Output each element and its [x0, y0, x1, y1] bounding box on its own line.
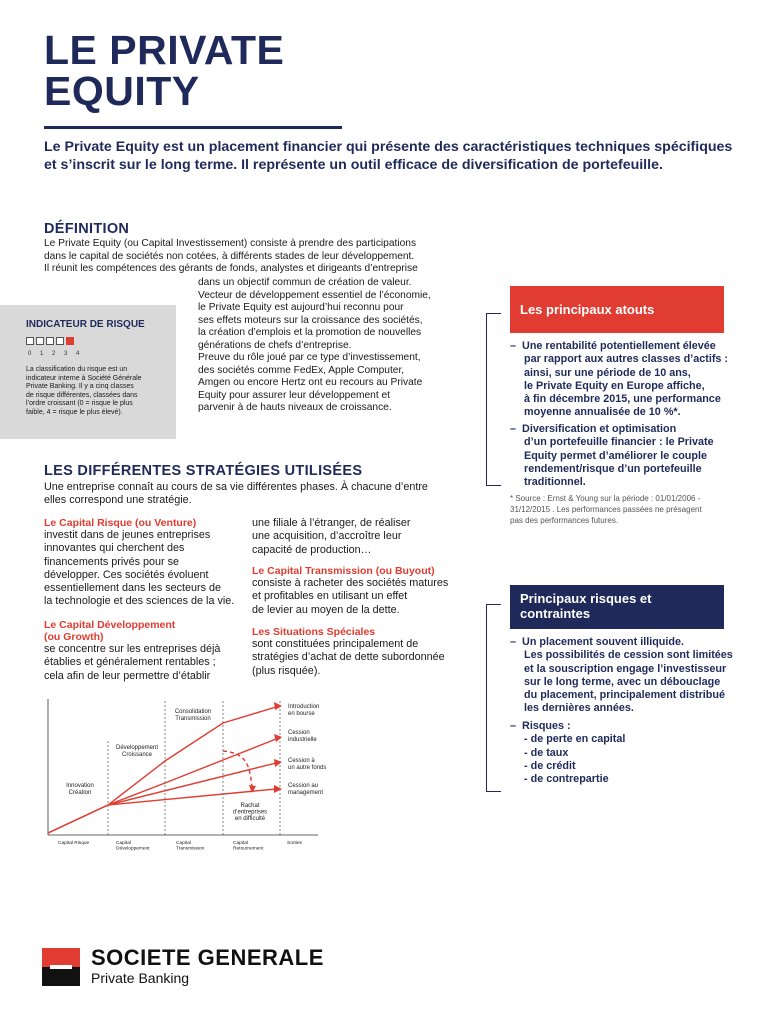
text-line: Equity permet d’améliorer le couple — [524, 449, 707, 462]
risk-scale — [26, 337, 74, 345]
risk-level-square — [46, 337, 54, 345]
list-item: - de perte en capital — [524, 733, 626, 746]
text-line: et la souscription engage l’investisseur — [524, 662, 727, 675]
definition-text — [44, 238, 444, 276]
text-line: une acquisition, d’accroître leur — [252, 530, 402, 543]
buyout-text — [252, 577, 448, 617]
outcome-label: Cession au management — [288, 783, 324, 796]
text-line: dans le capital de sociétés non cotées, à différents stades de leur développement. — [44, 250, 415, 262]
risk-level-square-active — [66, 337, 74, 345]
list-item: - de contrepartie — [524, 773, 609, 786]
risk-level-square — [26, 337, 34, 345]
text-line: financements privés pour se — [44, 555, 180, 568]
venture-block — [44, 517, 234, 609]
growth-block — [44, 619, 220, 683]
text-line: Les possibilités de cession sont limitées — [524, 649, 733, 662]
text-line: indicateur interne à Société Générale — [26, 374, 142, 382]
risk-scale-number: 1 — [40, 351, 44, 357]
text-line: (plus risquée). — [252, 664, 321, 677]
title-line: LE PRIVATE — [44, 27, 285, 73]
risques-item-2 — [510, 720, 726, 786]
axis-label: Capital Retournement — [233, 841, 264, 852]
axis-labels — [58, 840, 303, 852]
text-line: innovantes qui cherchent des — [44, 542, 185, 555]
lifecycle-diagram — [40, 693, 330, 853]
text-line: essentiellement dans les secteurs de — [44, 582, 222, 595]
text-line: * Source : Ernst & Young sur la période : 01/01/2006 - — [510, 494, 701, 503]
heading-line: contraintes — [520, 606, 591, 621]
intro-paragraph — [44, 138, 734, 174]
risk-scale-number: 3 — [64, 351, 68, 357]
text-line: 31/12/2015 . Les performances passées ne présagent — [510, 505, 702, 514]
risk-indicator-text — [26, 366, 154, 417]
strategies-intro — [44, 481, 444, 508]
text-line: elles correspond une stratégie. — [44, 494, 192, 507]
arrowhead-icon — [274, 759, 282, 767]
phase-label: Innovation Création — [66, 783, 94, 796]
text-line: cela afin de leur permettre d’établir — [44, 669, 211, 682]
text-line: à fin décembre 2015, une performance — [524, 393, 721, 406]
text-line: des sociétés comme FedEx, Apple Computer, — [198, 364, 405, 376]
source-note — [510, 493, 728, 526]
phase-label: Rachat d’entreprises en difficulté — [232, 803, 268, 822]
phase-label: Développement Croissance — [115, 745, 159, 758]
text-line: – Diversification et optimisation — [510, 423, 677, 435]
text-line: la création d’emplois et la promotion de nouvelles — [198, 327, 422, 338]
definition-text-continued — [198, 277, 450, 415]
phase-label: Consolidation Transmission — [174, 709, 212, 722]
venture-title: Le Capital Risque (ou Venture) — [44, 517, 197, 529]
text-line: et profitables en utilisant un effet — [252, 590, 408, 603]
text-line: ainsi, sur une période de 10 ans, — [524, 366, 691, 379]
text-line: du placement, principalement distribué — [524, 689, 725, 702]
risk-level-square — [56, 337, 64, 345]
list-item: - de taux — [524, 746, 569, 759]
atouts-bracket — [486, 313, 501, 486]
text-line: Le Private Equity (ou Capital Investissement) consiste à prendre des participations — [44, 238, 417, 249]
text-line: Une entreprise connaît au cours de sa vie différentes phases. À chacune d’entre — [44, 481, 428, 493]
outcome-label: Introduction en bourse — [288, 704, 320, 717]
text-line: Equity pour assurer leur développement et — [198, 389, 390, 401]
page-title — [44, 27, 285, 114]
text-line: une filiale à l’étranger, de réaliser — [252, 517, 411, 529]
outcome-label: Cession à un autre fonds — [288, 758, 327, 771]
outcome-labels — [288, 704, 326, 796]
axis-label: Capital Risque — [58, 841, 90, 846]
title-line: EQUITY — [44, 68, 200, 114]
risk-scale-number: 4 — [76, 351, 80, 357]
growth-text — [44, 643, 220, 683]
risk-level-square — [36, 337, 44, 345]
text-line: générations de chefs d’entreprise. — [198, 339, 352, 351]
text-line: établies et généralement rentables ; — [44, 656, 216, 669]
risk-scale-numbers — [28, 351, 88, 357]
text-line: développer. Ces sociétés évoluent — [44, 568, 209, 581]
societe-generale-logo — [42, 948, 80, 986]
text-line: sur le long terme, avec un débouclage — [524, 675, 721, 688]
text-line: le Private Equity en Europe affiche, — [524, 379, 705, 392]
growth-title: (ou Growth) — [44, 631, 104, 643]
growth-block-continued — [252, 517, 410, 557]
special-situations-text — [252, 638, 445, 678]
text-line: rendement/risque d’un portefeuille — [524, 462, 702, 475]
text-line: de levier au moyen de la dette. — [252, 603, 400, 616]
text-line: La classification du risque est un — [26, 366, 128, 373]
special-situations-block — [252, 626, 445, 678]
text-line: la technologie et des sciences de la vie. — [44, 595, 235, 608]
risques-heading — [510, 585, 724, 629]
intro-line: Le Private Equity est un placement financier qui présente des caractéristiques techniques spécifiques — [44, 139, 733, 155]
atouts-item-1 — [510, 340, 729, 420]
text-line: consiste à racheter des sociétés matures — [252, 577, 449, 589]
intro-line: et s’inscrit sur le long terme. Il représente un outil efficace de diversification de portefeuille. — [44, 157, 663, 173]
text-line: traditionnel. — [524, 476, 586, 489]
text-line: – Un placement souvent illiquide. — [510, 636, 684, 648]
text-line: par rapport aux autres classes d’actifs : — [524, 353, 729, 366]
arrowhead-icon — [274, 734, 282, 742]
arrowhead-icon — [274, 702, 282, 710]
special-situations-title: Les Situations Spéciales — [252, 626, 376, 638]
outcome-label: Cession industrielle — [288, 730, 317, 743]
text-line: – Risques : — [510, 720, 571, 732]
text-line: de risque différentes, classées dans — [26, 391, 138, 399]
buyout-title: Le Capital Transmission (ou Buyout) — [252, 565, 435, 577]
list-item: - de crédit — [524, 759, 576, 772]
text-line: faible, 4 = risque le plus élevé). — [26, 408, 123, 416]
arrowhead-icon — [274, 785, 282, 793]
text-line: dans un objectif commun de création de valeur. — [198, 277, 412, 288]
heading-line: Principaux risques et — [520, 591, 652, 606]
text-line: Vecteur de développement essentiel de l’économie, — [198, 289, 431, 301]
phase-labels — [66, 709, 267, 822]
growth-title: Le Capital Développement — [44, 619, 176, 631]
axis-label: Capital Développement — [116, 841, 150, 852]
risques-item-1 — [510, 636, 733, 716]
path-fund-sale — [108, 763, 276, 805]
text-line: parvenir à de hauts niveaux de croissance. — [198, 402, 392, 413]
definition-heading: DÉFINITION — [44, 221, 130, 237]
text-line: Amgen ou encore Hertz ont eu recours au Private — [198, 377, 423, 388]
text-line: se concentre sur les entreprises déjà — [44, 643, 221, 655]
text-line: pas des performances futures. — [510, 516, 619, 525]
text-line: Private Banking. Il y a cinq classes — [26, 383, 134, 390]
text-line: les dernières années. — [524, 702, 634, 715]
text-line: investit dans de jeunes entreprises — [44, 529, 211, 541]
risques-bracket — [486, 604, 501, 792]
text-line: ses effets moteurs sur la croissance des sociétés, — [198, 314, 423, 326]
text-line: moyenne annualisée de 10 %*. — [524, 406, 681, 419]
text-line: Preuve du rôle joué par ce type d’investissement, — [198, 352, 421, 363]
risk-scale-number: 0 — [28, 351, 32, 357]
logo-white-bar — [50, 965, 72, 969]
title-underline — [44, 126, 342, 129]
venture-text — [44, 529, 234, 609]
axis-label: Sorties — [287, 841, 302, 846]
growth-text-continued — [252, 517, 410, 557]
risk-scale-number: 2 — [52, 351, 56, 357]
risk-indicator-title: INDICATEUR DE RISQUE — [26, 319, 145, 330]
brand-subtitle: Private Banking — [91, 970, 190, 986]
text-line: Il réunit les compétences des gérants de fonds, analystes et dirigeants d’entreprise — [44, 263, 418, 274]
text-line: d’un portefeuille financier : le Private — [524, 436, 714, 449]
brand-name: SOCIETE GENERALE — [91, 945, 324, 970]
text-line: stratégies d’achat de dette subordonnée — [252, 651, 445, 664]
text-line: capacité de production… — [252, 543, 372, 556]
atouts-heading: Les principaux atouts — [510, 286, 724, 333]
text-line: – Une rentabilité potentiellement élevée — [510, 340, 716, 352]
buyout-block — [252, 565, 448, 617]
text-line: sont constituées principalement de — [252, 638, 419, 650]
axis-label: Capital Transmission — [176, 841, 205, 852]
logo-black-half — [42, 967, 80, 986]
text-line: l’ordre croissant (0 = risque le plus — [26, 400, 133, 407]
strategies-heading: LES DIFFÉRENTES STRATÉGIES UTILISÉES — [44, 463, 363, 479]
text-line: le Private Equity est aujourd’hui reconnu pour — [198, 302, 404, 313]
atouts-item-2 — [510, 423, 726, 489]
